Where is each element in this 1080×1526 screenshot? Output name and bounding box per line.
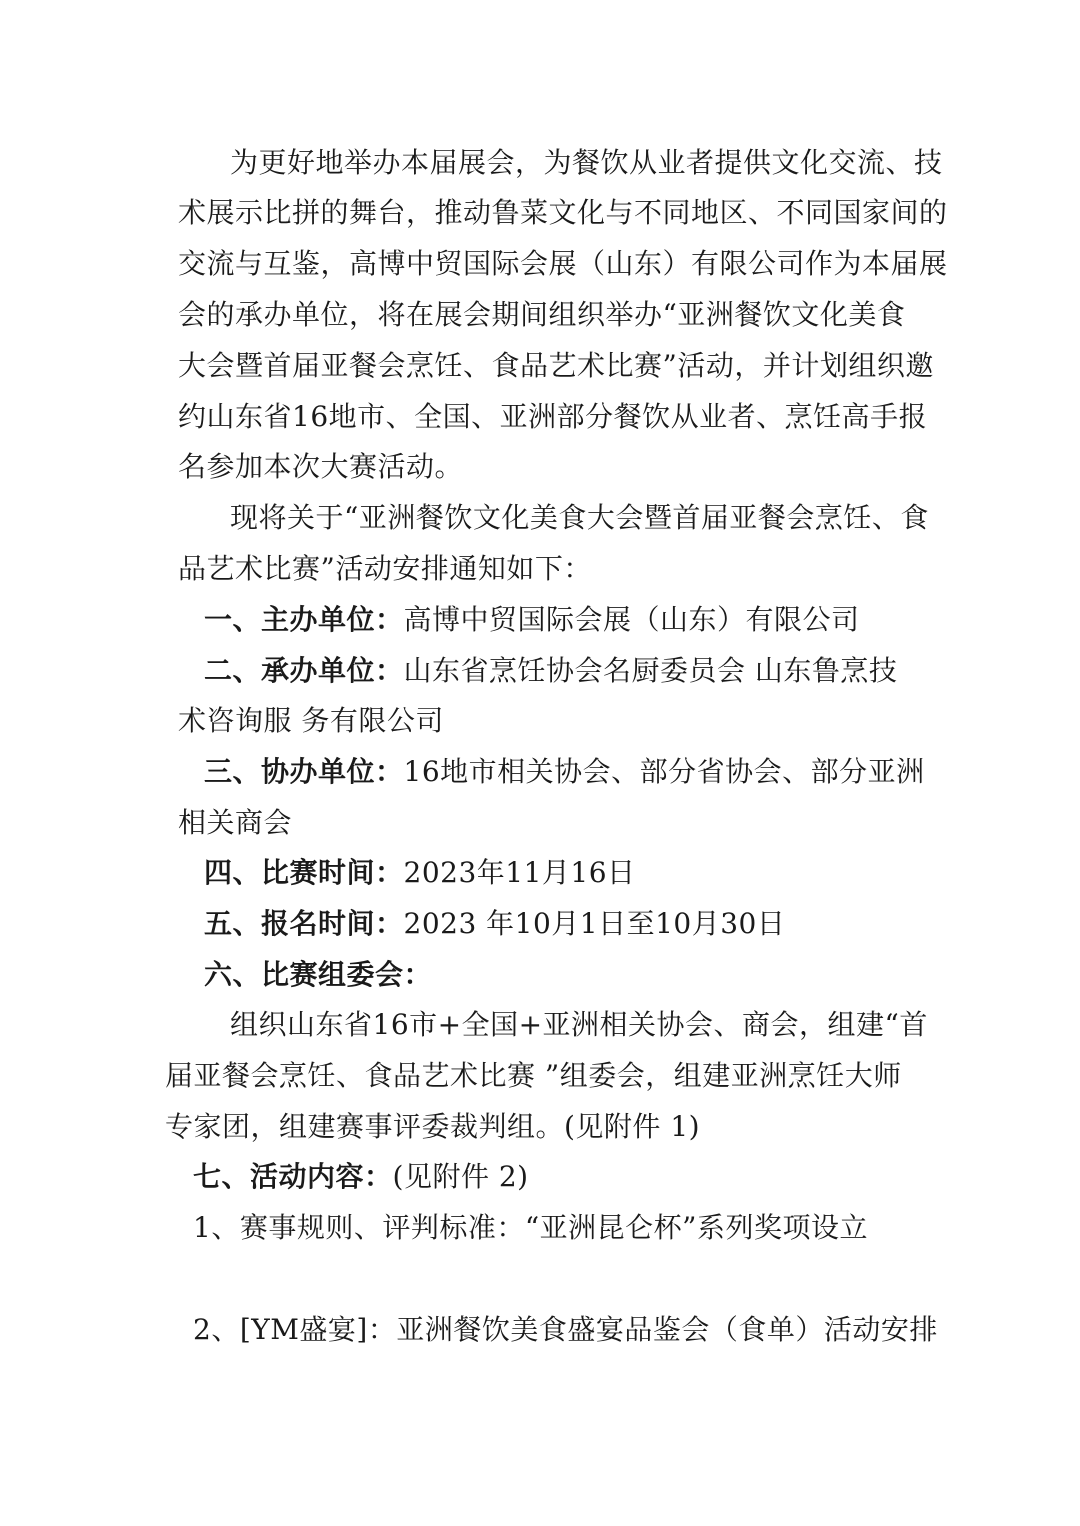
section-activities-value: (见附件 2) (392, 1160, 529, 1193)
section-competition-time-value: 2023年11月16日 (403, 856, 636, 889)
section-competition-time (204, 853, 636, 893)
section-co-organizer-cont: 相关商会 (178, 806, 293, 839)
section-host (204, 600, 860, 640)
section-activities-label: 七、活动内容： (193, 1160, 393, 1193)
section-activities (193, 1157, 529, 1197)
section-registration-time (204, 904, 785, 944)
section-host-value: 高博中贸国际会展（山东）有限公司 (403, 603, 860, 636)
activity-item-1: 1、赛事规则、评判标准：“亚洲昆仑杯”系列奖项设立 (193, 1211, 868, 1244)
section-committee-label: 六、比赛组委会： (204, 958, 433, 991)
section-registration-time-value: 2023 年10月1日至10月30日 (403, 907, 786, 940)
section-organizer-label: 二、承办单位： (204, 654, 404, 687)
intro-line-5: 大会暨首届亚餐会烹饪、食品艺术比赛”活动，并计划组织邀 (178, 349, 934, 382)
committee-line-3: 专家团，组建赛事评委裁判组。(见附件 1) (165, 1110, 701, 1143)
section-co-organizer-value: 16地市相关协会、部分省协会、部分亚洲 (403, 755, 925, 788)
intro-line-1: 为更好地举办本届展会，为餐饮从业者提供文化交流、技 (230, 146, 943, 179)
section-organizer (204, 651, 897, 691)
section-organizer-value: 山东省烹饪协会名厨委员会 山东鲁烹技 (403, 654, 898, 687)
section-host-label: 一、主办单位： (204, 603, 404, 636)
section-co-organizer (204, 752, 925, 792)
section-organizer-cont: 术咨询服 务有限公司 (178, 704, 444, 737)
committee-line-1: 组织山东省16市+全国+亚洲相关协会、商会，组建“首 (230, 1008, 928, 1041)
intro-line-7: 名参加本次大赛活动。 (178, 450, 464, 483)
section-co-organizer-label: 三、协办单位： (204, 755, 404, 788)
notice-line-2: 品艺术比赛”活动安排通知如下： (178, 552, 592, 585)
intro-line-3: 交流与互鉴，高博中贸国际会展（山东）有限公司作为本届展 (178, 247, 948, 280)
intro-line-2: 术展示比拼的舞台，推动鲁菜文化与不同地区、不同国家间的 (178, 196, 948, 229)
intro-line-6: 约山东省16地市、全国、亚洲部分餐饮从业者、烹饪高手报 (178, 400, 928, 433)
activity-item-2: 2、[YM盛宴]：亚洲餐饮美食盛宴品鉴会（食单）活动安排 (193, 1313, 938, 1346)
section-competition-time-label: 四、比赛时间： (204, 856, 404, 889)
intro-line-4: 会的承办单位，将在展会期间组织举办“亚洲餐饮文化美食 (178, 298, 906, 331)
committee-line-2: 届亚餐会烹饪、食品艺术比赛 ”组委会，组建亚洲烹饪大师 (165, 1059, 902, 1092)
notice-line-1: 现将关于“亚洲餐饮文化美食大会暨首届亚餐会烹饪、食 (230, 501, 929, 534)
section-registration-time-label: 五、报名时间： (204, 907, 404, 940)
